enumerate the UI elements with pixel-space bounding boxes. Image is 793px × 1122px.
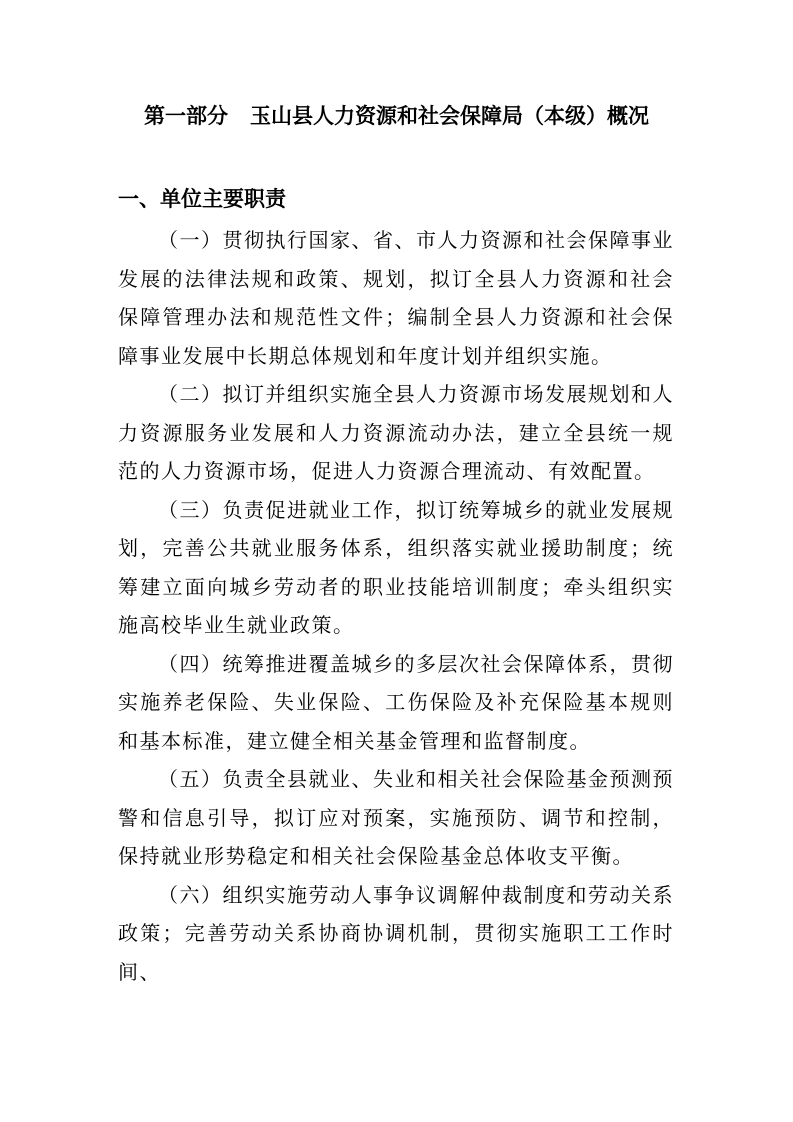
duty-paragraph-6: （六）组织实施劳动人事争议调解仲裁制度和劳动关系政策；完善劳动关系协商协调机制，贯彻实施职工工作时间、 (118, 882, 674, 984)
duty-paragraph-2: （二）拟订并组织实施全县人力资源市场发展规划和人力资源服务业发展和人力资源流动办法，建立全县统一规范的人力资源市场，促进人力资源合理流动、有效配置。 (118, 382, 674, 483)
duty-paragraph-3: （三）负责促进就业工作，拟订统筹城乡的就业发展规划，完善公共就业服务体系，组织落实就业援助制度；统筹建立面向城乡劳动者的职业技能培训制度；牵头组织实施高校毕业生就业政策。 (118, 497, 674, 637)
duty-paragraph-4: （四）统筹推进覆盖城乡的多层次社会保障体系，贯彻实施养老保险、失业保险、工伤保险及补充保险基本规则和基本标准，建立健全相关基金管理和监督制度。 (118, 651, 674, 753)
duties-body (118, 221, 674, 991)
title-part-label: 第一部分 (144, 104, 228, 128)
section-heading: 一、单位主要职责 (118, 187, 286, 211)
document-title (0, 100, 793, 132)
duty-paragraph-5: （五）负责全县就业、失业和相关社会保险基金预测预警和信息引导，拟订应对预案，实施预防、调节和控制，保持就业形势稳定和相关社会保险基金总体收支平衡。 (118, 767, 674, 868)
title-unit-name: 玉山县人力资源和社会保障局（本级）概况 (250, 104, 649, 128)
duty-paragraph-1: （一）贯彻执行国家、省、市人力资源和社会保障事业发展的法律法规和政策、规划，拟订全县人力资源和社会保障管理办法和规范性文件；编制全县人力资源和社会保障事业发展中长期总体规划和年度计划并组织实施。 (118, 228, 674, 368)
